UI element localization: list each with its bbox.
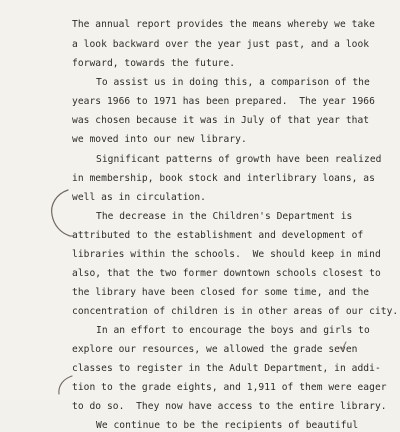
text-line: the library have been closed for some time, and the [72,287,370,298]
text-line: well as in circulation. [72,192,206,203]
text-line: concentration of children is in other areas of our city. [72,306,399,317]
text-line: to do so. They now have access to the entire library. [72,401,387,412]
text-line: tion to the grade eights, and 1,911 of them were eager [72,382,387,393]
text-line: in membership, book stock and interlibrary loans, as [72,173,375,184]
text-line: The decrease in the Children's Department is [96,211,353,222]
text-line: we moved into our new library. [72,134,247,145]
text-line: a look backward over the year just past, and a look [72,39,370,50]
text-line: forward, towards the future. [72,58,236,69]
text-line: Significant patterns of growth have been realized [96,154,382,165]
text-line: We continue to be the recipients of beautiful [96,420,359,431]
text-line: To assist us in doing this, a comparison of the [96,77,370,88]
text-line: In an effort to encourage the boys and girls to [96,325,370,336]
text-line: years 1966 to 1971 has been prepared. The year 1966 [72,96,375,107]
text-line: attributed to the establishment and development of [72,230,364,241]
text-line: classes to register in the Adult Department, in addi- [72,363,381,374]
text-line: libraries within the schools. We should keep in mind [72,249,381,260]
text-line: also, that the two former downtown schools closest to [72,268,381,279]
text-line: The annual report provides the means whereby we take [72,19,375,30]
text-line: was chosen because it was in July of that year that [72,115,370,126]
text-line: explore our resources, we allowed the grade seven [72,344,358,355]
